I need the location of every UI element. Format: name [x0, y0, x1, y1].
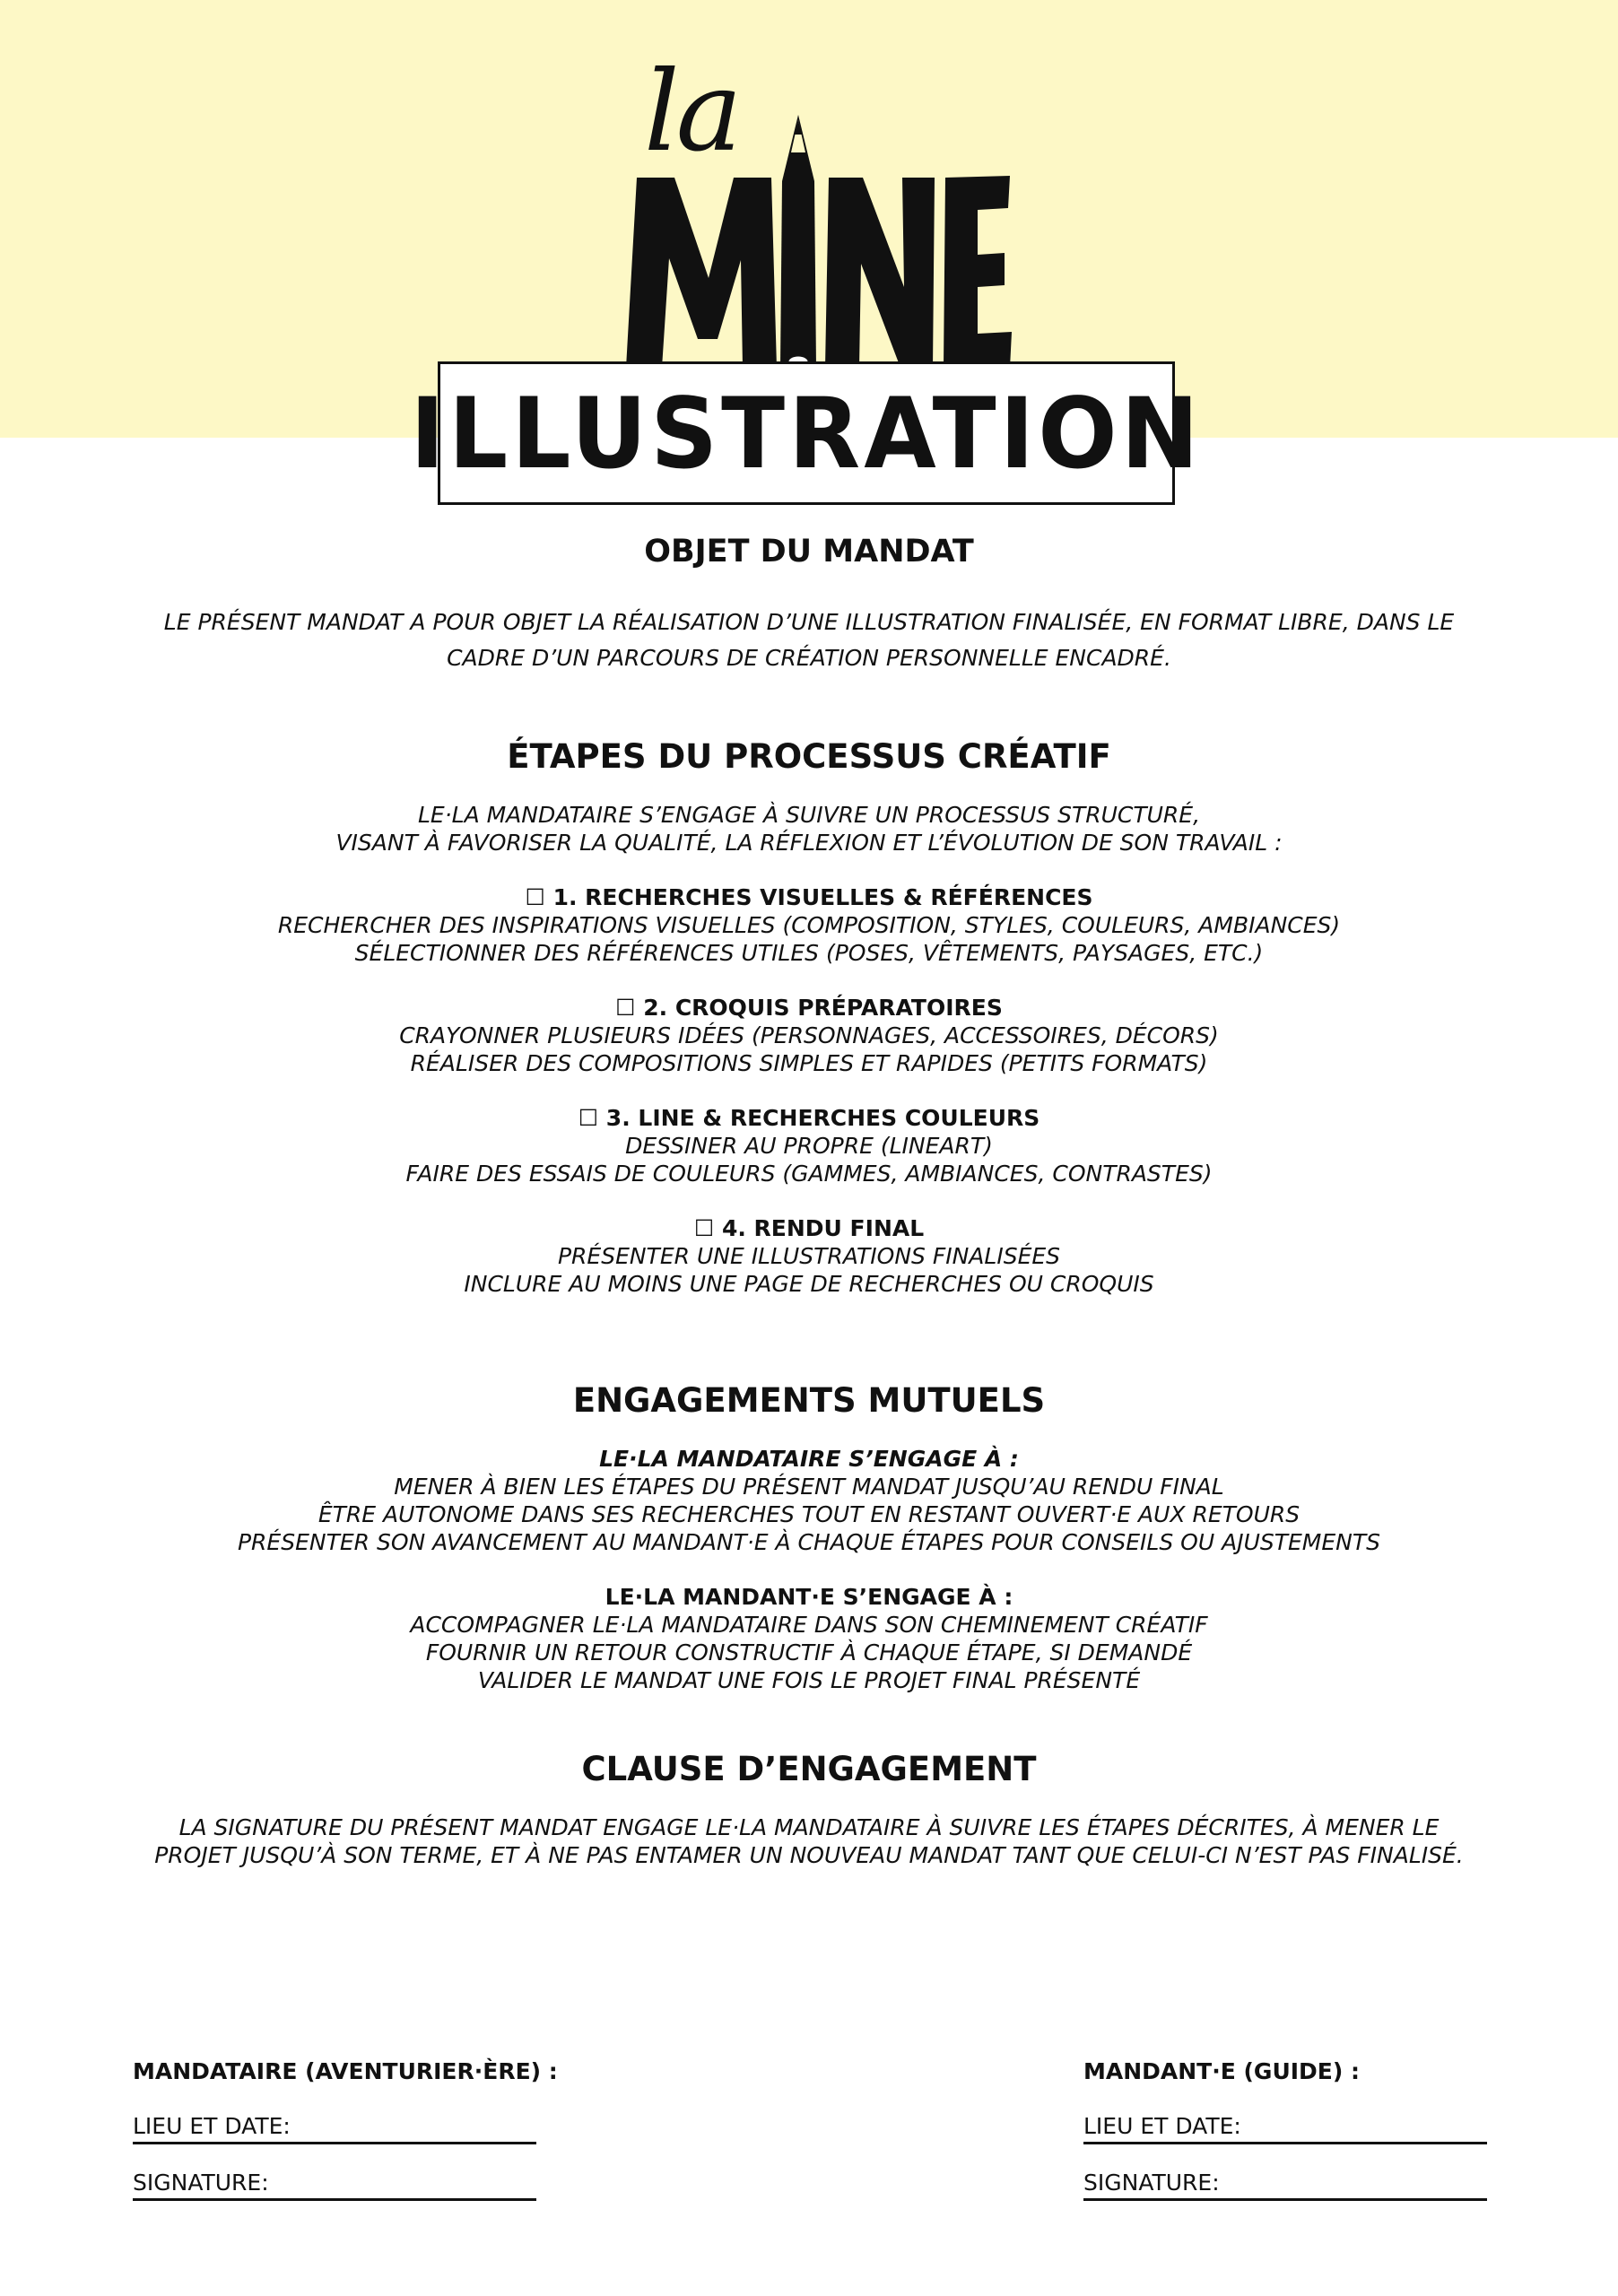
- logo-mine-wordmark: [619, 108, 1013, 377]
- step-1: [0, 883, 1618, 967]
- mandant-commitment-2: FOURNIR UN RETOUR CONSTRUCTIF À CHAQUE ÉTAPE, SI DEMANDÉ: [425, 1639, 1193, 1665]
- mandataire-commitments-title: LE·LA MANDATAIRE S’ENGAGE À :: [599, 1446, 1019, 1472]
- mandant-signature-title: MANDANT·E (GUIDE) :: [1083, 2058, 1361, 2084]
- logo-illustration-box: [410, 361, 1203, 505]
- mandataire-commitment-1: MENER À BIEN LES ÉTAPES DU PRÉSENT MANDAT JUSQU’AU RENDU FINAL: [394, 1474, 1224, 1500]
- logo-illustration-text: ILLUSTRATION: [410, 375, 1203, 491]
- objet-title: OBJET DU MANDAT: [644, 534, 974, 570]
- objet-text: LE PRÉSENT MANDAT A POUR OBJET LA RÉALISATION D’UNE ILLUSTRATION FINALISÉE, EN FORMAT LIBRE, DANS LE CADRE D’UN PARCOURS DE CRÉATION PERSONNELLE ENCADRÉ.: [163, 609, 1455, 671]
- clause-title: CLAUSE D’ENGAGEMENT: [581, 1750, 1037, 1788]
- etapes-intro: [0, 801, 1618, 857]
- step-4-title: ☐ 4. RENDU FINAL: [693, 1215, 925, 1241]
- mandataire-lieu-date-field[interactable]: LIEU ET DATE:: [133, 2111, 536, 2144]
- etapes-title: ÉTAPES DU PROCESSUS CRÉATIF: [507, 737, 1111, 776]
- mandant-commitment-1: ACCOMPAGNER LE·LA MANDATAIRE DANS SON CHEMINEMENT CRÉATIF: [410, 1612, 1208, 1638]
- signature-block-mandant: [1083, 2056, 1487, 2201]
- mandataire-commitment-3: PRÉSENTER SON AVANCEMENT AU MANDANT·E À CHAQUE ÉTAPES POUR CONSEILS OU AJUSTEMENTS: [237, 1529, 1381, 1555]
- step-2: [0, 994, 1618, 1077]
- step-1-line-1: RECHERCHER DES INSPIRATIONS VISUELLES (COMPOSITION, STYLES, COULEURS, AMBIANCES): [277, 912, 1341, 938]
- step-4-line-1: PRÉSENTER UNE ILLUSTRATIONS FINALISÉES: [557, 1243, 1061, 1269]
- step-2-line-2: RÉALISER DES COMPOSITIONS SIMPLES ET RAPIDES (PETITS FORMATS): [410, 1050, 1208, 1076]
- engagements-title: ENGAGEMENTS MUTUELS: [572, 1381, 1046, 1420]
- mandant-lieu-date-field[interactable]: LIEU ET DATE:: [1083, 2111, 1487, 2144]
- etapes-intro-line-2: VISANT À FAVORISER LA QUALITÉ, LA RÉFLEXION ET L’ÉVOLUTION DE SON TRAVAIL :: [335, 830, 1283, 856]
- step-4-line-2: INCLURE AU MOINS UNE PAGE DE RECHERCHES OU CROQUIS: [464, 1271, 1154, 1297]
- signature-block-mandataire: [133, 2056, 558, 2201]
- step-4: [0, 1214, 1618, 1298]
- mandant-commitments-title: LE·LA MANDANT·E S’ENGAGE À :: [605, 1584, 1013, 1610]
- mandant-commitments: [0, 1583, 1618, 1694]
- mandataire-signature-field[interactable]: SIGNATURE:: [133, 2168, 536, 2201]
- step-2-title: ☐ 2. CROQUIS PRÉPARATOIRES: [615, 995, 1003, 1021]
- step-3-line-1: DESSINER AU PROPRE (LINEART): [625, 1133, 993, 1159]
- mandataire-commitment-2: ÊTRE AUTONOME DANS SES RECHERCHES TOUT EN RESTANT OUVERT·E AUX RETOURS: [318, 1501, 1300, 1527]
- step-2-line-1: CRAYONNER PLUSIEURS IDÉES (PERSONNAGES, ACCESSOIRES, DÉCORS): [399, 1022, 1219, 1048]
- step-3: [0, 1104, 1618, 1187]
- etapes-intro-line-1: LE·LA MANDATAIRE S’ENGAGE À SUIVRE UN PROCESSUS STRUCTURÉ,: [417, 802, 1201, 828]
- step-1-title: ☐ 1. RECHERCHES VISUELLES & RÉFÉRENCES: [525, 884, 1093, 910]
- mandant-commitment-3: VALIDER LE MANDAT UNE FOIS LE PROJET FINAL PRÉSENTÉ: [477, 1667, 1141, 1693]
- logo-la-text: la: [644, 48, 739, 177]
- step-1-line-2: SÉLECTIONNER DES RÉFÉRENCES UTILES (POSES, VÊTEMENTS, PAYSAGES, ETC.): [354, 940, 1264, 966]
- mandataire-commitments: [0, 1445, 1618, 1556]
- step-3-title: ☐ 3. LINE & RECHERCHES COULEURS: [578, 1105, 1040, 1131]
- step-3-line-2: FAIRE DES ESSAIS DE COULEURS (GAMMES, AMBIANCES, CONTRASTES): [405, 1161, 1213, 1187]
- clause-text: LA SIGNATURE DU PRÉSENT MANDAT ENGAGE LE·LA MANDATAIRE À SUIVRE LES ÉTAPES DÉCRITES, À MENER LE PROJET JUSQU’À SON TERME, ET À NE PAS ENTAMER UN NOUVEAU MANDAT TANT QUE CELUI-CI N’EST PAS FINALISÉ.: [154, 1814, 1464, 1868]
- pencil-icon: [780, 115, 816, 368]
- mandant-signature-field[interactable]: SIGNATURE:: [1083, 2168, 1487, 2201]
- mandataire-signature-title: MANDATAIRE (AVENTURIER·ÈRE) :: [133, 2058, 558, 2084]
